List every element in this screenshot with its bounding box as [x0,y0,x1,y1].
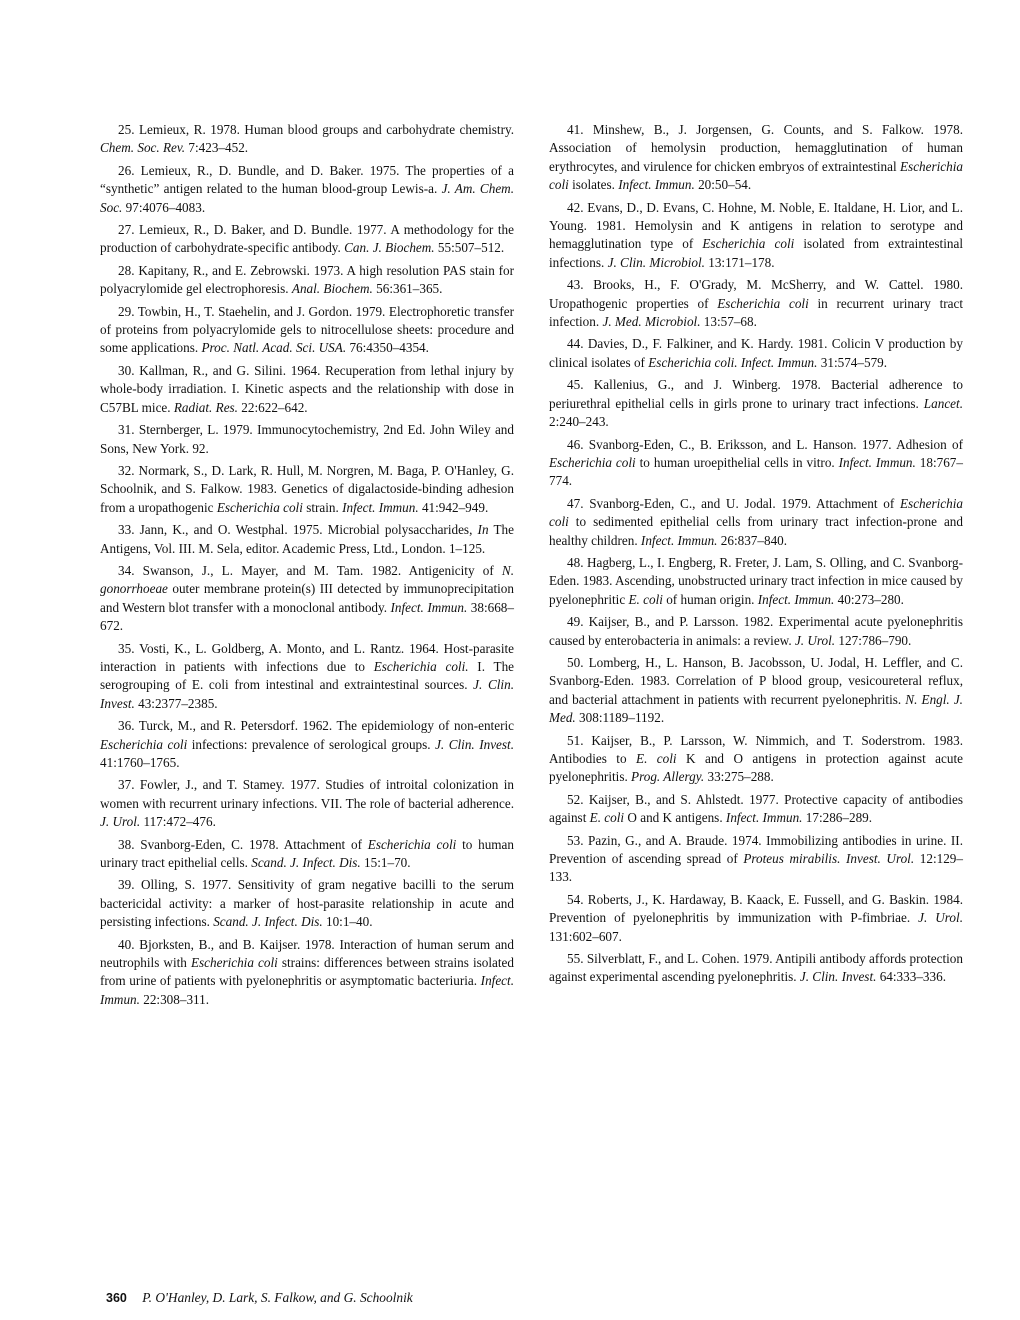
reference-entry: 28. Kapitany, R., and E. Zebrowski. 1973. A high resolution PAS stain for polyacrylomide gel electrophoresis. Anal. Biochem. 56:361–365. [100,262,514,297]
reference-entry: 36. Turck, M., and R. Petersdorf. 1962. The epidemiology of non-enteric Escherichia coli infections: prevalence of serological groups. J. Clin. Invest. 41:1760–1765. [100,718,515,770]
reference-entry: 42. Evans, D., D. Evans, C. Hohne, M. Noble, E. Italdane, H. Lior, and L. Young. 1981. Hemolysin and K antigens in relation to serotype and hemagglutination type of Escherichia coli isolated from extraintestinal infections. J. Clin. Microbiol. 13:171–178. [549,199,964,270]
reference-entry: 53. Pazin, G., and A. Braude. 1974. Immobilizing antibodies in urine. II. Prevention of ascending spread of Proteus mirabilis. Invest. Urol. 12:129–133. [549,832,963,885]
page-number: 360 [106,1291,127,1305]
reference-entry: 52. Kaijser, B., and S. Ahlstedt. 1977. Protective capacity of antibodies against E. coli O and K antigens. Infect. Immun. 17:286–289. [549,791,963,826]
running-footer-authors: P. O'Hanley, D. Lark, S. Falkow, and G. Schoolnik [142,1290,413,1305]
reference-entry: 29. Towbin, H., T. Staehelin, and J. Gordon. 1979. Electrophoretic transfer of proteins from polyacrylomide gels to nitrocellulose sheets: procedure and some applications. Proc. Natl. Acad. Sci. USA. 76:4350–4354. [100,303,514,356]
reference-entry: 25. Lemieux, R. 1978. Human blood groups and carbohydrate chemistry. Chem. Soc. Rev. 7:423–452. [100,122,514,156]
reference-entry: 40. Bjorksten, B., and B. Kaijser. 1978. Interaction of human serum and neutrophils with Escherichia coli strains: differences between strains isolated from urine of patients with pyelonephritis or asymptomatic bacteriuria. Infect. Immun. 22:308–311. [100,936,514,1007]
reference-entry: 41. Minshew, B., J. Jorgensen, G. Counts, and S. Falkow. 1978. Association of hemolysin production, hemagglutination of human erythrocytes, and virulence for chicken embryos of extraintestinal Escherichia coli isolates. Infect. Immun. 20:50–54. [549,122,963,193]
reference-entry: 38. Svanborg-Eden, C. 1978. Attachment of Escherichia coli to human urinary tract epithelial cells. Scand. J. Infect. Dis. 15:1–70. [100,836,515,871]
reference-entry: 48. Hagberg, L., I. Engberg, R. Freter, J. Lam, S. Olling, and C. Svanborg-Eden. 1983. Ascending, unobstructed urinary tract infection in mice caused by pyelonephritic E. coli of human origin. Infect. Immun. 40:273–280. [549,554,963,607]
reference-entry: 32. Normark, S., D. Lark, R. Hull, M. Norgren, M. Baga, P. O'Hanley, G. Schoolnik, and S. Falkow. 1983. Genetics of digalactoside-binding adhesion from a uropathogenic Escherichia coli strain. Infect. Immun. 41:942–949. [100,462,514,515]
reference-entry: 54. Roberts, J., K. Hardaway, B. Kaack, E. Fussell, and G. Baskin. 1984. Prevention of pyelonephritis by immunization with P-fimbriae. J. Urol. 131:602–607. [549,891,963,944]
reference-entry: 51. Kaijser, B., P. Larsson, W. Nimmich, and T. Soderstrom. 1983. Antibodies to E. coli K and O antigens in protection against acute pyelonephritis. Prog. Allergy. 33:275–288. [549,732,963,785]
reference-entry: 47. Svanborg-Eden, C., and U. Jodal. 1979. Attachment of Escherichia coli to sedimented epithelial cells from urinary tract infection-prone and healthy children. Infect. Immun. 26:837–840. [549,495,963,548]
reference-entry: 27. Lemieux, R., D. Baker, and D. Bundle. 1977. A methodology for the production of carbohydrate-specific antibody. Can. J. Biochem. 55:507–512. [100,222,514,256]
reference-entry: 49. Kaijser, B., and P. Larsson. 1982. Experimental acute pyelonephritis caused by enterobacteria in animals: a review. J. Urol. 127:786–790. [549,614,963,648]
page-footer [106,1290,413,1306]
reference-entry: 31. Sternberger, L. 1979. Immunocytochemistry, 2nd Ed. John Wiley and Sons, New York. 92. [100,422,514,456]
reference-entry: 45. Kallenius, G., and J. Winberg. 1978. Bacterial adherence to periurethral epithelial cells in girls prone to urinary tract infections. Lancet. 2:240–243. [549,377,963,430]
reference-entry: 30. Kallman, R., and G. Silini. 1964. Recuperation from lethal injury by whole-body irradiation. I. Kinetic aspects and the relationship with dose in C57BL mice. Radiat. Res. 22:622–642. [100,362,514,415]
reference-entry: 44. Davies, D., F. Falkiner, and K. Hardy. 1981. Colicin V production by clinical isolates of Escherichia coli. Infect. Immun. 31:574–579. [549,336,963,370]
reference-entry: 34. Swanson, J., L. Mayer, and M. Tam. 1982. Antigenicity of N. gonorrhoeae outer membrane protein(s) III detected by immunoprecipitation and Western blot transfer with a monoclonal antibody. Infect. Immun. 38:668–672. [100,562,514,634]
reference-entry: 39. Olling, S. 1977. Sensitivity of gram negative bacilli to the serum bactericidal activity: a marker of host-parasite relationship in acute and persisting infections. Scand. J. Infect. Dis. 10:1–40. [100,877,514,930]
reference-entry: 50. Lomberg, H., L. Hanson, B. Jacobsson, U. Jodal, H. Leffler, and C. Svanborg-Eden. 1983. Correlation of P blood group, vesicoureteral reflux, and bacterial attachment in patients with recurrent pyelonephritis. N. Engl. J. Med. 308:1189–1192. [549,654,963,726]
reference-entry: 35. Vosti, K., L. Goldberg, A. Monto, and L. Rantz. 1964. Host-parasite interaction in patients with infections due to Escherichia coli. I. The serogrouping of E. coli from intestinal and extraintestinal sources. J. Clin. Invest. 43:2377–2385. [100,640,515,711]
reference-entry: 43. Brooks, H., F. O'Grady, M. McSherry, and W. Cattel. 1980. Uropathogenic properties of Escherichia coli in recurrent urinary tract infection. J. Med. Microbiol. 13:57–68. [549,277,963,330]
reference-column-right [549,121,963,991]
reference-entry: 55. Silverblatt, F., and L. Cohen. 1979. Antipili antibody affords protection against experimental ascending pyelonephritis. J. Clin. Invest. 64:333–336. [549,951,963,985]
reference-entry: 37. Fowler, J., and T. Stamey. 1977. Studies of introital colonization in women with recurrent urinary infections. VII. The role of bacterial adherence. J. Urol. 117:472–476. [100,777,514,830]
reference-entry: 26. Lemieux, R., D. Bundle, and D. Baker. 1975. The properties of a “synthetic” antigen related to the human blood-group Lewis-a. J. Am. Chem. Soc. 97:4076–4083. [100,162,514,215]
reference-entry: 33. Jann, K., and O. Westphal. 1975. Microbial polysaccharides, In The Antigens, Vol. III. M. Sela, editor. Academic Press, Ltd., London. 1–125. [100,522,514,556]
reference-column-left [100,121,514,1013]
reference-entry: 46. Svanborg-Eden, C., B. Eriksson, and L. Hanson. 1977. Adhesion of Escherichia coli to human uroepithelial cells in vitro. Infect. Immun. 18:767–774. [549,436,963,489]
